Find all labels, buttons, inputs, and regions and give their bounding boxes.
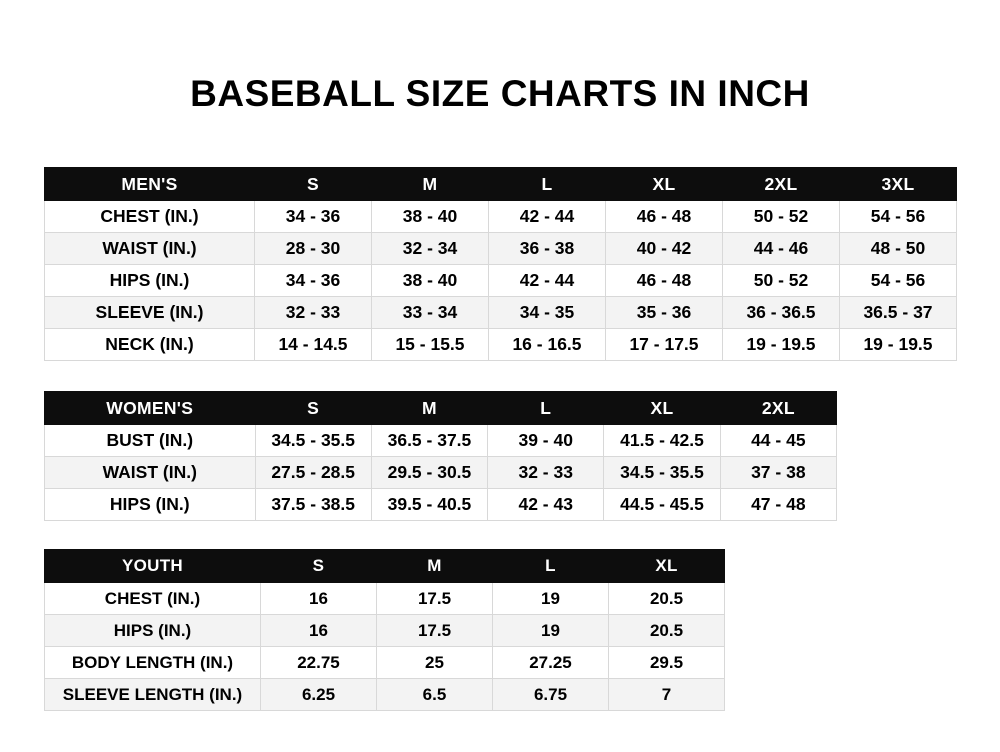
table-cell: 42 - 44 bbox=[489, 201, 606, 233]
row-label: HIPS (IN.) bbox=[45, 615, 261, 647]
table-cell: 17.5 bbox=[377, 615, 493, 647]
table-cell: 42 - 43 bbox=[488, 489, 604, 521]
table-cell: 25 bbox=[377, 647, 493, 679]
row-label: BUST (IN.) bbox=[45, 425, 256, 457]
column-header: XL bbox=[609, 550, 725, 583]
table-row bbox=[45, 489, 837, 521]
table-cell: 46 - 48 bbox=[606, 265, 723, 297]
table-cell: 54 - 56 bbox=[840, 265, 957, 297]
table-cell: 34.5 - 35.5 bbox=[255, 425, 371, 457]
table-cell: 34 - 35 bbox=[489, 297, 606, 329]
table-cell: 19 bbox=[493, 583, 609, 615]
page-title: BASEBALL SIZE CHARTS IN INCH bbox=[190, 73, 810, 114]
table-cell: 47 - 48 bbox=[720, 489, 836, 521]
table-cell: 16 - 16.5 bbox=[489, 329, 606, 361]
row-label: WAIST (IN.) bbox=[45, 233, 255, 265]
table-cell: 16 bbox=[261, 615, 377, 647]
row-label: HIPS (IN.) bbox=[45, 265, 255, 297]
table-cell: 44.5 - 45.5 bbox=[604, 489, 720, 521]
table-row bbox=[45, 233, 957, 265]
table-cell: 36 - 38 bbox=[489, 233, 606, 265]
table-cell: 42 - 44 bbox=[489, 265, 606, 297]
youth-size-table bbox=[44, 549, 725, 711]
mens-size-table bbox=[44, 167, 957, 361]
table-cell: 36.5 - 37.5 bbox=[371, 425, 487, 457]
table-cell: 50 - 52 bbox=[723, 265, 840, 297]
table-cell: 14 - 14.5 bbox=[255, 329, 372, 361]
column-header: M bbox=[371, 392, 487, 425]
column-header: M bbox=[372, 168, 489, 201]
table-cell: 20.5 bbox=[609, 615, 725, 647]
table-cell: 54 - 56 bbox=[840, 201, 957, 233]
table-cell: 34 - 36 bbox=[255, 201, 372, 233]
row-label: WAIST (IN.) bbox=[45, 457, 256, 489]
table-cell: 19 bbox=[493, 615, 609, 647]
table-row bbox=[45, 265, 957, 297]
table-cell: 39 - 40 bbox=[488, 425, 604, 457]
table-cell: 6.25 bbox=[261, 679, 377, 711]
table-cell: 6.75 bbox=[493, 679, 609, 711]
table-row bbox=[45, 329, 957, 361]
table-cell: 19 - 19.5 bbox=[840, 329, 957, 361]
row-label: CHEST (IN.) bbox=[45, 201, 255, 233]
table-row bbox=[45, 583, 725, 615]
column-header: XL bbox=[604, 392, 720, 425]
table-cell: 29.5 - 30.5 bbox=[371, 457, 487, 489]
column-header: L bbox=[493, 550, 609, 583]
column-header: YOUTH bbox=[45, 550, 261, 583]
row-label: NECK (IN.) bbox=[45, 329, 255, 361]
column-header: 2XL bbox=[720, 392, 836, 425]
table-cell: 17.5 bbox=[377, 583, 493, 615]
column-header: S bbox=[255, 168, 372, 201]
table-row bbox=[45, 457, 837, 489]
table-header-row bbox=[45, 550, 725, 583]
table-cell: 41.5 - 42.5 bbox=[604, 425, 720, 457]
table-cell: 37.5 - 38.5 bbox=[255, 489, 371, 521]
table-cell: 44 - 45 bbox=[720, 425, 836, 457]
column-header: L bbox=[489, 168, 606, 201]
table-cell: 32 - 34 bbox=[372, 233, 489, 265]
table-cell: 36.5 - 37 bbox=[840, 297, 957, 329]
column-header: XL bbox=[606, 168, 723, 201]
column-header: M bbox=[377, 550, 493, 583]
table-cell: 19 - 19.5 bbox=[723, 329, 840, 361]
table-cell: 7 bbox=[609, 679, 725, 711]
table-cell: 35 - 36 bbox=[606, 297, 723, 329]
table-cell: 46 - 48 bbox=[606, 201, 723, 233]
column-header: 2XL bbox=[723, 168, 840, 201]
table-header-row bbox=[45, 168, 957, 201]
table-cell: 22.75 bbox=[261, 647, 377, 679]
table-row bbox=[45, 297, 957, 329]
table-header-row bbox=[45, 392, 837, 425]
table-cell: 29.5 bbox=[609, 647, 725, 679]
table-row bbox=[45, 425, 837, 457]
table-cell: 44 - 46 bbox=[723, 233, 840, 265]
table-cell: 48 - 50 bbox=[840, 233, 957, 265]
table-cell: 27.5 - 28.5 bbox=[255, 457, 371, 489]
table-row bbox=[45, 615, 725, 647]
table-cell: 34 - 36 bbox=[255, 265, 372, 297]
column-header: 3XL bbox=[840, 168, 957, 201]
table-cell: 17 - 17.5 bbox=[606, 329, 723, 361]
table-cell: 40 - 42 bbox=[606, 233, 723, 265]
row-label: CHEST (IN.) bbox=[45, 583, 261, 615]
column-header: MEN'S bbox=[45, 168, 255, 201]
table-row bbox=[45, 201, 957, 233]
table-cell: 36 - 36.5 bbox=[723, 297, 840, 329]
table-cell: 15 - 15.5 bbox=[372, 329, 489, 361]
table-cell: 38 - 40 bbox=[372, 265, 489, 297]
row-label: HIPS (IN.) bbox=[45, 489, 256, 521]
table-cell: 37 - 38 bbox=[720, 457, 836, 489]
row-label: SLEEVE LENGTH (IN.) bbox=[45, 679, 261, 711]
table-cell: 34.5 - 35.5 bbox=[604, 457, 720, 489]
table-cell: 28 - 30 bbox=[255, 233, 372, 265]
table-cell: 38 - 40 bbox=[372, 201, 489, 233]
table-cell: 27.25 bbox=[493, 647, 609, 679]
column-header: L bbox=[488, 392, 604, 425]
row-label: SLEEVE (IN.) bbox=[45, 297, 255, 329]
tables-container bbox=[0, 167, 1000, 711]
column-header: S bbox=[261, 550, 377, 583]
column-header: WOMEN'S bbox=[45, 392, 256, 425]
womens-size-table bbox=[44, 391, 837, 521]
table-cell: 16 bbox=[261, 583, 377, 615]
table-cell: 32 - 33 bbox=[255, 297, 372, 329]
column-header: S bbox=[255, 392, 371, 425]
table-cell: 20.5 bbox=[609, 583, 725, 615]
row-label: BODY LENGTH (IN.) bbox=[45, 647, 261, 679]
table-cell: 32 - 33 bbox=[488, 457, 604, 489]
table-row bbox=[45, 679, 725, 711]
table-row bbox=[45, 647, 725, 679]
table-cell: 50 - 52 bbox=[723, 201, 840, 233]
table-cell: 39.5 - 40.5 bbox=[371, 489, 487, 521]
table-cell: 6.5 bbox=[377, 679, 493, 711]
table-cell: 33 - 34 bbox=[372, 297, 489, 329]
